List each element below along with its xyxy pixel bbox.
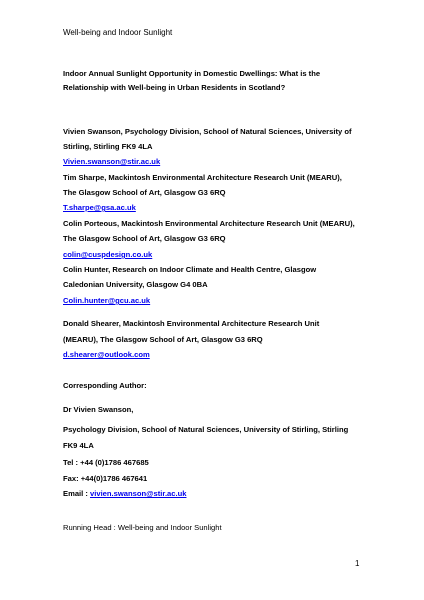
author-affiliation: Caledonian University, Glasgow G4 0BA xyxy=(63,280,208,289)
corresponding-email-link[interactable]: vivien.swanson@stir.ac.uk xyxy=(90,489,187,498)
corresponding-tel: Tel : +44 (0)1786 467685 xyxy=(63,458,149,467)
corresponding-name: Dr Vivien Swanson, xyxy=(63,405,134,414)
author-affiliation: (MEARU), The Glasgow School of Art, Glasgow G3 6RQ xyxy=(63,335,263,344)
corresponding-email-line xyxy=(63,489,186,499)
corresponding-fax: Fax: +44(0)1786 467641 xyxy=(63,474,148,483)
author-affiliation: Colin Hunter, Research on Indoor Climate and Health Centre, Glasgow xyxy=(63,265,317,274)
running-head: Running Head : Well-being and Indoor Sunlight xyxy=(63,523,222,532)
author-affiliation: Colin Porteous, Mackintosh Environmental Architecture Research Unit (MEARU), xyxy=(63,219,355,228)
author-email-link[interactable]: d.shearer@outlook.com xyxy=(63,350,150,359)
author-affiliation: Stirling, Stirling FK9 4LA xyxy=(63,142,153,151)
author-affiliation: Donald Shearer, Mackintosh Environmental Architecture Research Unit xyxy=(63,319,320,328)
title-line-2: Relationship with Well-being in Urban Residents in Scotland? xyxy=(63,83,286,92)
author-email-link[interactable]: Colin.hunter@gcu.ac.uk xyxy=(63,296,151,305)
page-header: Well-being and Indoor Sunlight xyxy=(63,28,173,37)
author-email-link[interactable]: T.sharpe@gsa.ac.uk xyxy=(63,203,136,212)
corresponding-heading: Corresponding Author: xyxy=(63,381,147,390)
author-affiliation: The Glasgow School of Art, Glasgow G3 6RQ xyxy=(63,234,226,243)
author-affiliation: Tim Sharpe, Mackintosh Environmental Architecture Research Unit (MEARU), xyxy=(63,173,342,182)
corresponding-address: Psychology Division, School of Natural Sciences, University of Stirling, Stirling xyxy=(63,425,349,434)
corresponding-address: FK9 4LA xyxy=(63,441,94,450)
page-number: 1 xyxy=(355,559,360,568)
author-email-link[interactable]: colin@cuspdesign.co.uk xyxy=(63,250,153,259)
email-label: Email : xyxy=(63,489,91,498)
author-affiliation: Vivien Swanson, Psychology Division, School of Natural Sciences, University of xyxy=(63,127,352,136)
author-affiliation: The Glasgow School of Art, Glasgow G3 6RQ xyxy=(63,188,226,197)
author-email-link[interactable]: Vivien.swanson@stir.ac.uk xyxy=(63,157,161,166)
title-line-1: Indoor Annual Sunlight Opportunity in Domestic Dwellings: What is the xyxy=(63,69,321,78)
